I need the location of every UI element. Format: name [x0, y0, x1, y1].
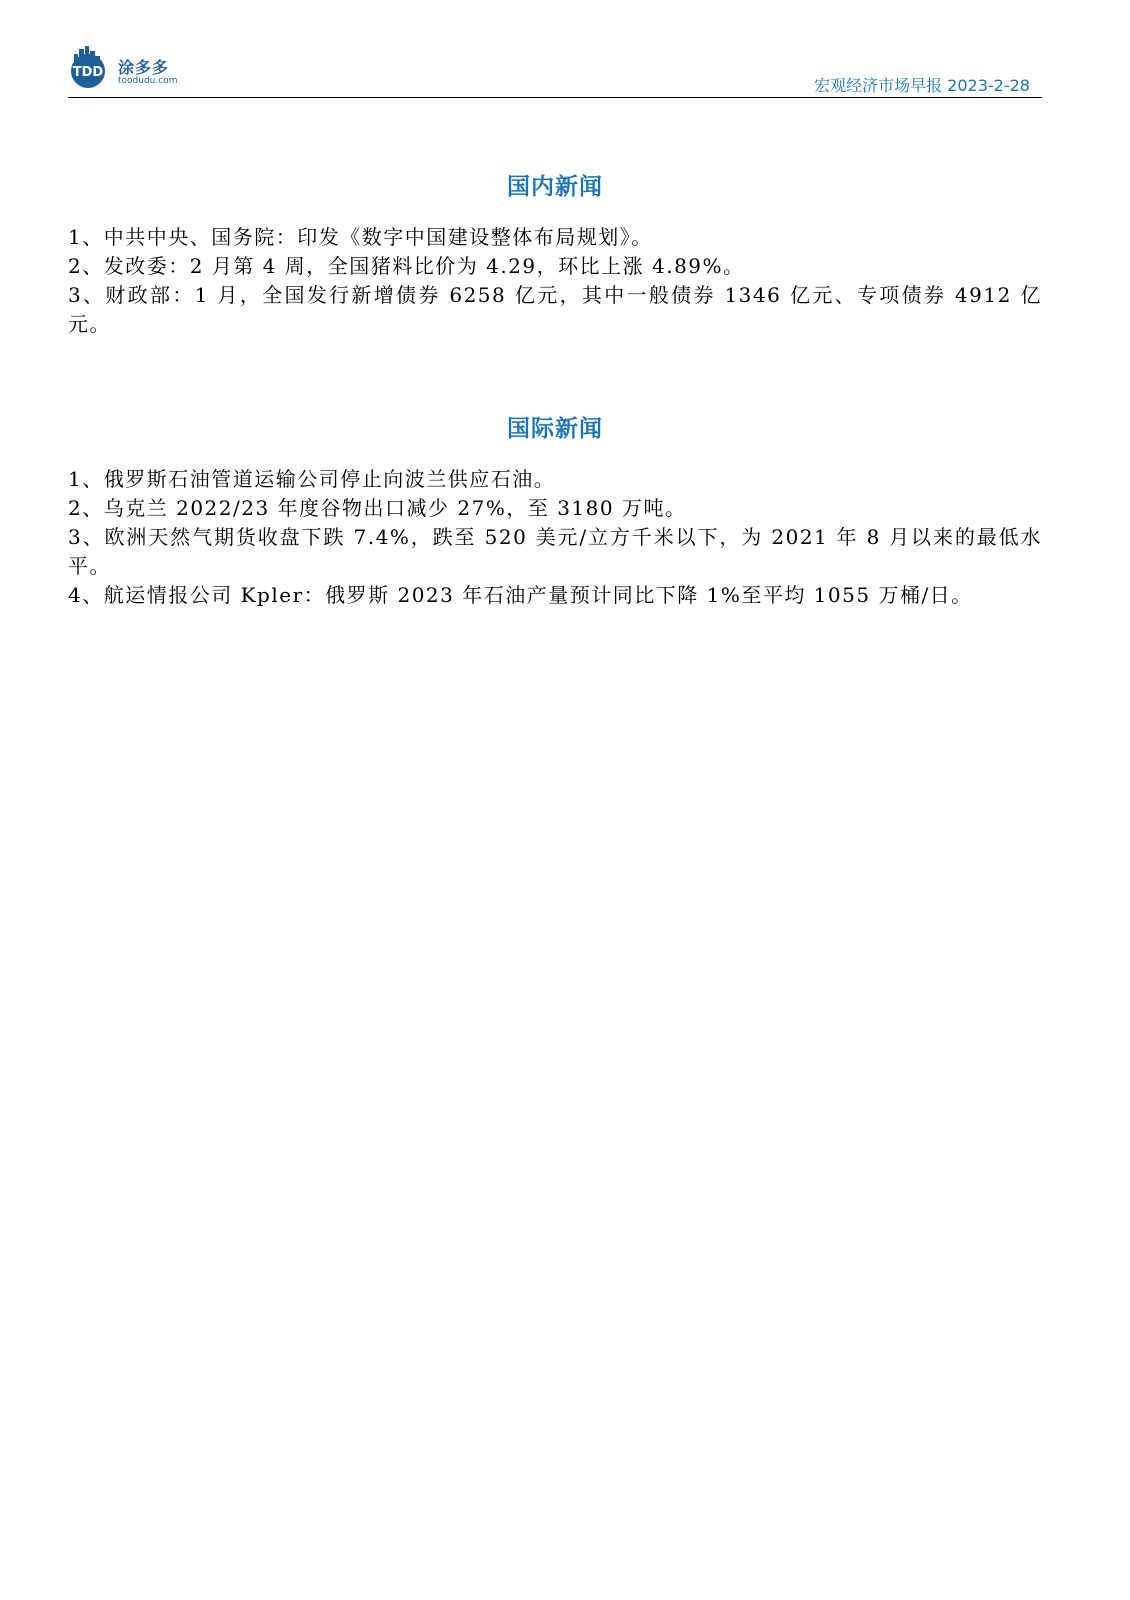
international-news-section: [68, 410, 1042, 610]
item-text: 欧洲天然气期货收盘下跌 7.4%，跌至 520 美元/立方千米以下，为 2021 年 8 月以来的最低水平。: [68, 525, 1042, 578]
logo-domain: toodudu.com: [118, 76, 178, 86]
item-text: 乌克兰 2022/23 年度谷物出口减少 27%，至 3180 万吨。: [103, 496, 687, 520]
item-text: 发改委：2 月第 4 周，全国猪料比价为 4.29，环比上涨 4.89%。: [103, 254, 745, 278]
report-title: 宏观经济市场早报 2023-2-28: [814, 76, 1030, 95]
item-number: 3、: [68, 525, 105, 549]
international-news-list: [68, 465, 1042, 610]
page-header: [68, 40, 1042, 98]
list-item: [68, 281, 1042, 339]
item-number: 1、: [68, 225, 104, 249]
international-news-title: 国际新闻: [507, 416, 603, 442]
list-item: [68, 494, 1042, 523]
item-number: 2、: [68, 496, 104, 520]
tdd-logo-icon: [68, 44, 108, 90]
domestic-news-title: 国内新闻: [507, 174, 603, 200]
logo-chinese-name: 涂多多: [118, 58, 170, 77]
item-text: 中共中央、国务院：印发《数字中国建设整体布局规划》。: [103, 225, 653, 249]
domestic-news-list: [68, 223, 1042, 339]
item-number: 2、: [68, 254, 104, 278]
item-number: 1、: [68, 467, 104, 491]
list-item: [68, 252, 1042, 281]
item-text: 俄罗斯石油管道运输公司停止向波兰供应石油。: [103, 467, 556, 491]
item-text: 航运情报公司 Kpler：俄罗斯 2023 年石油产量预计同比下降 1%至平均 1055 万桶/日。: [103, 583, 973, 607]
item-text: 财政部：1 月，全国发行新增债券 6258 亿元，其中一般债券 1346 亿元、专项债券 4912 亿元。: [68, 283, 1042, 336]
item-number: 3、: [68, 283, 106, 307]
header-divider: [68, 97, 1042, 98]
list-item: [68, 523, 1042, 581]
domestic-news-section: [68, 168, 1042, 339]
item-number: 4、: [68, 583, 104, 607]
company-logo: [68, 44, 268, 90]
list-item: [68, 223, 1042, 252]
list-item: [68, 465, 1042, 494]
list-item: [68, 581, 1042, 610]
logo-mark-text: TDD: [72, 65, 104, 80]
